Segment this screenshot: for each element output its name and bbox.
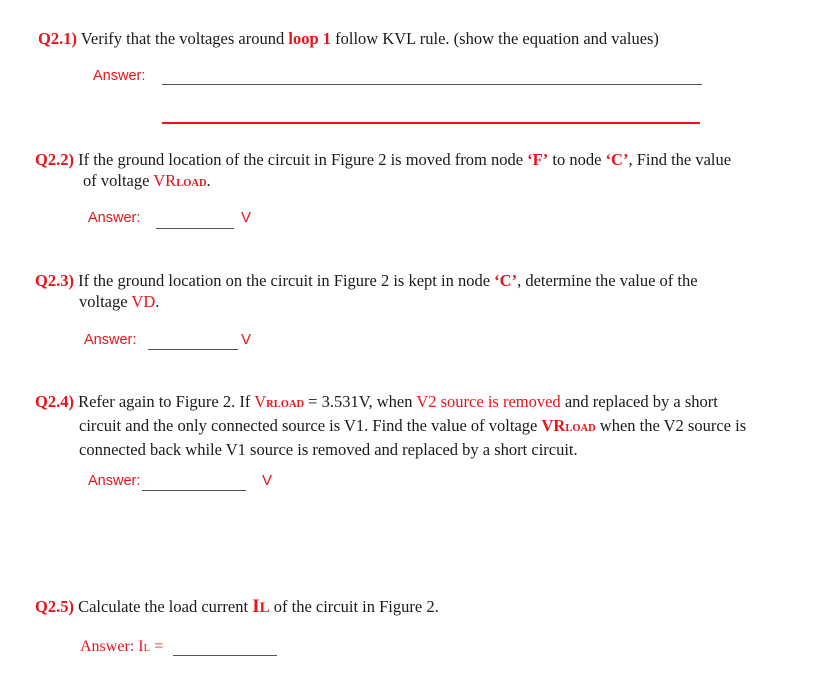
unit-label: V	[241, 331, 252, 348]
question-line-2	[35, 291, 815, 312]
answer-line[interactable]	[142, 490, 246, 491]
question-text: of voltage	[83, 171, 154, 190]
answer-line-2[interactable]	[162, 122, 700, 124]
question-line-1	[35, 270, 815, 291]
question-text-end: follow KVL rule. (show the equation and values)	[331, 29, 659, 48]
voltage-subscript: LOAD	[565, 423, 596, 434]
question-text-mid: to node	[548, 150, 606, 169]
answer-label-text: Answer: I	[80, 638, 144, 655]
answer-line[interactable]	[162, 84, 702, 85]
answer-line[interactable]	[173, 655, 277, 656]
node-label: ‘C’	[494, 271, 518, 290]
voltage-symbol: V	[254, 392, 267, 411]
question-text: Calculate the load current	[73, 597, 253, 616]
unit-label: V	[241, 209, 252, 226]
question-text-end: , determine the value of the	[517, 271, 698, 290]
question-text: Refer again to Figure 2. If	[73, 392, 255, 411]
period: .	[206, 171, 211, 190]
answer-line[interactable]	[156, 228, 234, 229]
question-text-end: , Find the value	[628, 150, 732, 169]
highlighted-text: V2 source is removed	[416, 392, 561, 411]
answer-label: Answer:	[88, 473, 141, 489]
question-text-end: of the circuit in Figure 2.	[269, 597, 439, 616]
answer-line[interactable]	[148, 349, 238, 350]
question-number: Q2.5)	[35, 597, 74, 616]
question-text: circuit and the only connected source is V1. Find the value of voltage	[79, 416, 542, 435]
question-text: Verify that the voltages around	[76, 29, 289, 48]
answer-label: Answer:	[84, 332, 137, 348]
unit-label: V	[262, 472, 273, 489]
answer-label	[80, 638, 163, 656]
question-2-1	[38, 28, 659, 49]
question-2-2	[35, 149, 815, 194]
period: .	[155, 292, 160, 311]
question-text: voltage	[79, 292, 132, 311]
question-number: Q2.4)	[35, 392, 74, 411]
question-2-3	[35, 270, 815, 312]
node-label: ‘F’	[527, 150, 549, 169]
question-number: Q2.1)	[38, 29, 77, 48]
equals-sign: =	[150, 638, 164, 655]
question-text-end: when the V2 source is	[595, 416, 747, 435]
question-text: If the ground location on the circuit in Figure 2 is kept in node	[73, 271, 495, 290]
answer-label: Answer:	[93, 68, 146, 84]
question-text: = 3.531V, when	[304, 392, 417, 411]
question-line-3: connected back while V1 source is removed and replaced by a short circuit.	[79, 440, 578, 459]
voltage-subscript: RLOAD	[266, 399, 305, 410]
voltage-symbol: VD	[131, 292, 156, 311]
voltage-symbol: VR	[541, 416, 566, 435]
question-2-4	[35, 391, 825, 460]
node-label: ‘C’	[605, 150, 629, 169]
question-line-2	[35, 415, 825, 439]
answer-subscript: L	[143, 642, 151, 654]
question-line-2	[35, 170, 815, 194]
current-symbol: I	[252, 596, 260, 617]
current-subscript: L	[259, 600, 270, 616]
question-line-1	[35, 149, 815, 170]
question-number: Q2.2)	[35, 150, 74, 169]
question-2-5	[35, 596, 439, 619]
question-number: Q2.3)	[35, 271, 74, 290]
answer-label: Answer:	[88, 210, 141, 226]
voltage-subscript: LOAD	[176, 178, 207, 189]
question-line-1	[35, 391, 825, 415]
question-text: If the ground location of the circuit in Figure 2 is moved from node	[73, 150, 528, 169]
voltage-symbol: VR	[153, 171, 177, 190]
loop-label: loop 1	[288, 29, 331, 48]
question-text-end: and replaced by a short	[560, 392, 718, 411]
